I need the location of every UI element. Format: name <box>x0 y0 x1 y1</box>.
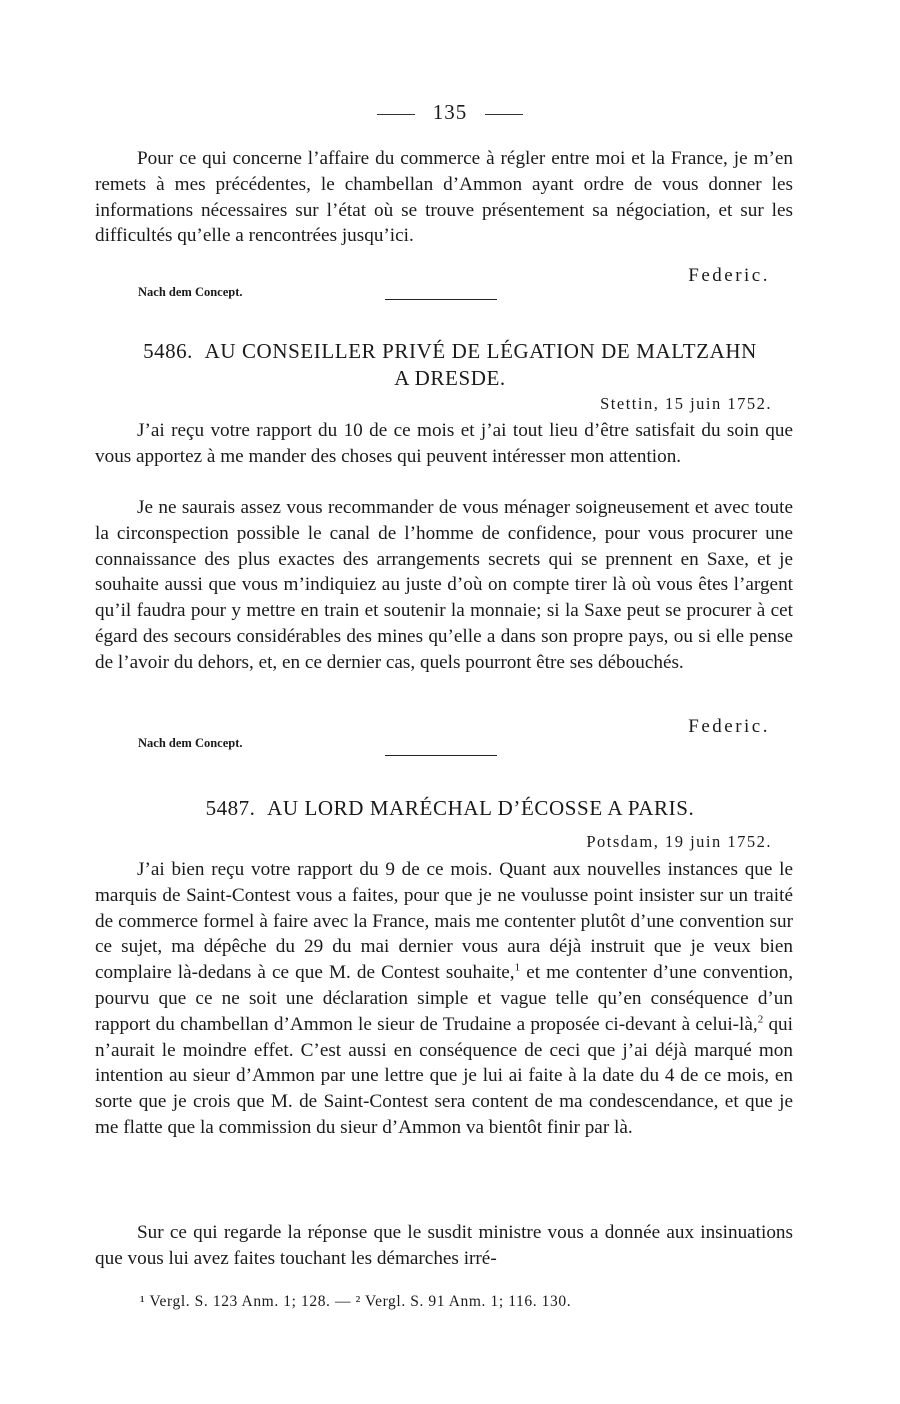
page-number: 135 <box>432 100 468 124</box>
letter-date: 19 juin 1752. <box>664 832 772 851</box>
letter-5487-paragraph-2: Sur ce qui regarde la réponse que le susdit ministre vous a donnée aux insinuations que vous lui avez faites touchant les démarches irré- <box>95 1222 793 1269</box>
letter-addressee: AU LORD MARÉCHAL D’ÉCOSSE A PARIS. <box>267 796 695 820</box>
paragraph-text: qui n’aurait le moindre effet. C’est aussi en conséquence de ceci que j’ai déjà marqué mon intention au sieur d’Ammon par une lettre que je lui ai faite à la date du 4 de ce mois, en sorte que je crois que M. de Saint-Contest sera content de ma condescendance, et que je me flatte que la commission du sieur d’Ammon va bientôt finir par là. <box>95 1013 793 1138</box>
letter-5485-signature: Federic. <box>688 265 770 286</box>
letter-5486-paragraph-2: Je ne saurais assez vous recommander de vous ménager soigneusement et avec toute la circonspection possible le canal de l’homme de confidence, pour vous procurer une connaissance des plus exactes des arrangements secrets qui se prennent en Saxe, et je souhaite aussi que vous m’indiquiez au juste d’où on compte tirer là où vous êtes l’argent qu’il faudra pour y mettre en train et soutenir la monnaie; si la Saxe peut se procurer à cet égard des secours considérables des mines qu’elle a dans son propre pays, ou si elle pense de l’avoir du dehors, et, en ce dernier cas, quels pourront être ses débouchés. <box>95 497 793 673</box>
footnote-ref: 1 <box>514 961 521 974</box>
paragraph-text: et me contenter d’une convention, pourvu que ce ne soit une déclaration simple et vague telle qu’en conséquence d’un rapport du chambellan d’Ammon le sieur de Trudaine a proposée ci-devant à celui-là, <box>95 962 793 1035</box>
letter-5486-dateline <box>600 394 772 414</box>
letter-5485-source-note: Nach dem Concept. <box>138 285 243 299</box>
letter-place: Stettin, <box>600 394 660 413</box>
header-dash-right <box>485 114 523 115</box>
letter-date: 15 juin 1752. <box>664 394 772 413</box>
letter-5487-paragraph-1 <box>95 857 793 1141</box>
letter-place: Potsdam, <box>586 832 660 851</box>
footnotes: ¹ Vergl. S. 123 Anm. 1; 128. — ² Vergl. S. 91 Anm. 1; 116. 130. <box>140 1293 572 1310</box>
paragraph-text: J’ai bien reçu votre rapport du 9 de ce mois. Quant aux nouvelles instances que le marquis de Saint-Contest vous a faites, pour que je ne voulusse point insister sur un traité de commerce formel à faire avec la France, mais me contenter plutôt d’une convention sur ce sujet, ma dépêche du 29 du mai dernier vous aura déjà instruit que je veux bien complaire là-dedans à ce que M. de Contest souhaite, <box>95 859 793 984</box>
letter-number: 5486. <box>143 339 193 363</box>
section-rule <box>385 299 497 300</box>
letter-addressee: AU CONSEILLER PRIVÉ DE LÉGATION DE MALTZAHN <box>204 339 757 363</box>
footnote-ref: 2 <box>757 1013 764 1026</box>
letter-number: 5487. <box>205 796 256 820</box>
letter-5487-heading <box>0 795 900 822</box>
letter-5486-heading <box>0 338 900 392</box>
page-header <box>0 100 900 125</box>
letter-5485-paragraph: Pour ce qui concerne l’affaire du commerce à régler entre moi et la France, je m’en remets à mes précédentes, le chambellan d’Ammon ayant ordre de vous donner les informations nécessaires sur l’état où se trouve présentement sa négociation, et sur les difficultés qu’elle a rencontrées jusqu’ici. <box>95 148 793 247</box>
letter-5486-paragraph-1: J’ai reçu votre rapport du 10 de ce mois et j’ai tout lieu d’être satisfait du soin que vous apportez à me mander des choses qui peuvent intéresser mon attention. <box>95 420 793 467</box>
section-rule <box>385 755 497 756</box>
letter-5486-signature: Federic. <box>688 716 770 737</box>
letter-destination: A DRESDE. <box>394 366 506 390</box>
letter-5486-source-note: Nach dem Concept. <box>138 736 243 750</box>
letter-5487-dateline <box>586 832 772 852</box>
header-dash-left <box>377 114 415 115</box>
